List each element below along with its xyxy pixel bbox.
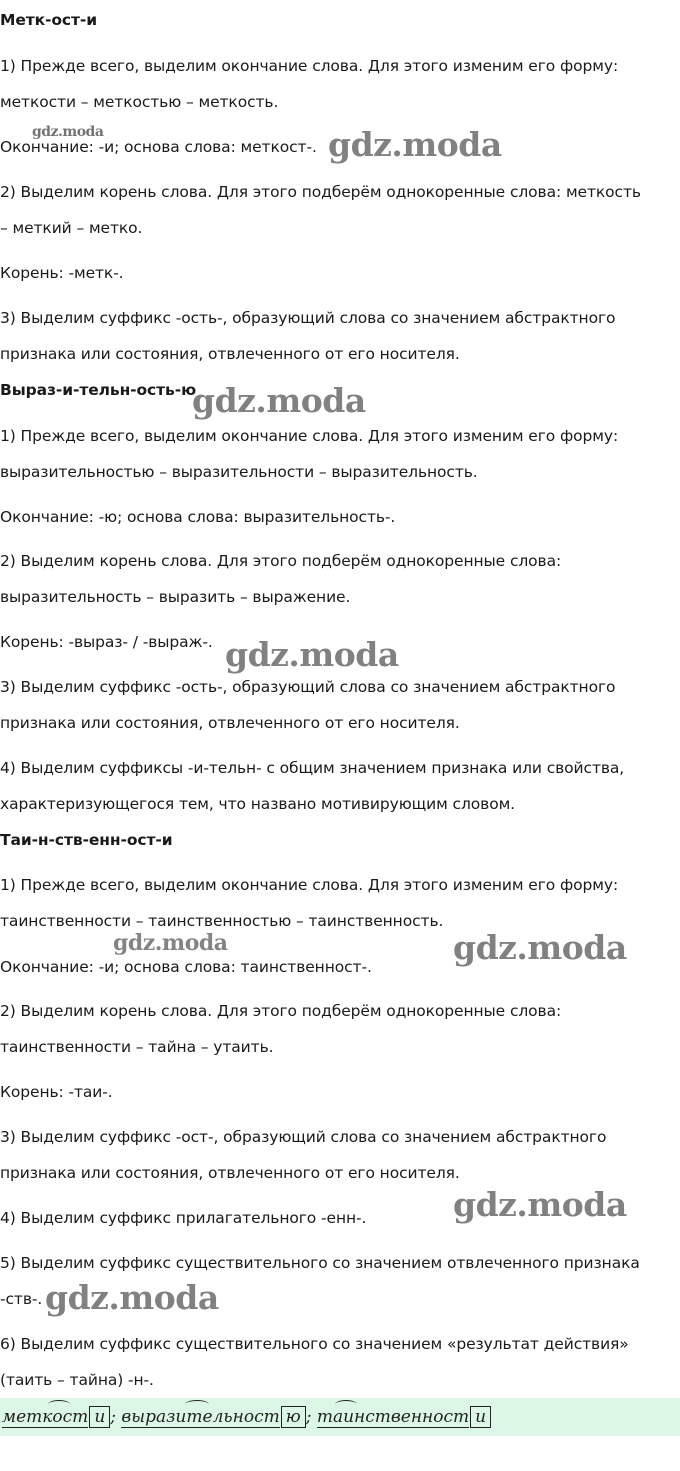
word-stem: выразительност bbox=[121, 1407, 280, 1427]
text-line: 5) Выделим суффикс существительного со значением отвлеченного признака bbox=[0, 1254, 640, 1272]
suffix-arc bbox=[335, 1400, 357, 1409]
text-line: признака или состояния, отвлеченного от его носителя. bbox=[0, 1164, 460, 1182]
suffix-arc bbox=[185, 1400, 209, 1409]
text-line: – меткий – метко. bbox=[0, 219, 143, 237]
watermark-text: gdz.moda bbox=[113, 930, 228, 956]
answer-line bbox=[2, 1406, 491, 1428]
text-line: 1) Прежде всего, выделим окончание слова. Для этого изменим его форму: bbox=[0, 427, 619, 445]
watermark-text: gdz.moda bbox=[328, 125, 502, 164]
watermark-text: gdz.moda bbox=[225, 635, 399, 674]
text-line: 1) Прежде всего, выделим окончание слова. Для этого изменим его форму: bbox=[0, 876, 619, 894]
text-line: 1) Прежде всего, выделим окончание слова. Для этого изменим его форму: bbox=[0, 57, 619, 75]
heading-word-3: Таи-н-ств-енн-ост-и bbox=[0, 831, 173, 849]
word-stem: меткост bbox=[2, 1407, 89, 1427]
heading-word-2: Выраз-и-тельн-ость-ю bbox=[0, 381, 197, 399]
answer-word bbox=[317, 1406, 491, 1428]
word-ending: и bbox=[89, 1406, 110, 1428]
watermark-text: gdz.moda bbox=[45, 1278, 219, 1317]
text-line: Корень: -выраз- / -выраж-. bbox=[0, 633, 213, 651]
text-line: признака или состояния, отвлеченного от его носителя. bbox=[0, 345, 460, 363]
answer-word bbox=[2, 1406, 110, 1428]
suffix-arc bbox=[48, 1400, 70, 1409]
text-line: 2) Выделим корень слова. Для этого подберём однокоренные слова: bbox=[0, 1002, 562, 1020]
text-line: характеризующегося тем, что названо мотивирующим словом. bbox=[0, 795, 515, 813]
text-line: 6) Выделим суффикс существительного со значением «результат действия» bbox=[0, 1335, 629, 1353]
text-line: Окончание: -ю; основа слова: выразительность-. bbox=[0, 508, 396, 526]
text-line: Окончание: -и; основа слова: таинственност-. bbox=[0, 958, 372, 976]
watermark-text: gdz.moda bbox=[32, 124, 104, 140]
watermark-text: gdz.moda bbox=[192, 381, 366, 420]
watermark-text: gdz.moda bbox=[453, 1185, 627, 1224]
separator: ; bbox=[305, 1407, 312, 1427]
text-line: меткости – меткостью – меткость. bbox=[0, 93, 279, 111]
answer-word bbox=[121, 1406, 305, 1428]
text-line: -ств-. bbox=[0, 1290, 43, 1308]
word-stem: таинственност bbox=[316, 1407, 470, 1427]
answer-block bbox=[0, 1398, 680, 1436]
heading-word-1: Метк-ост-и bbox=[0, 11, 97, 29]
text-line: Корень: -метк-. bbox=[0, 264, 124, 282]
watermark-text: gdz.moda bbox=[453, 928, 627, 967]
text-line: таинственности – таинственностью – таинственность. bbox=[0, 912, 444, 930]
word-ending: ю bbox=[281, 1406, 306, 1428]
text-line: 3) Выделим суффикс -ость-, образующий слова со значением абстрактного bbox=[0, 678, 616, 696]
word-ending: и bbox=[470, 1406, 491, 1428]
text-line: 4) Выделим суффиксы -и-тельн- с общим значением признака или свойства, bbox=[0, 759, 625, 777]
text-line: 4) Выделим суффикс прилагательного -енн-. bbox=[0, 1209, 367, 1227]
text-line: 2) Выделим корень слова. Для этого подберём однокоренные слова: меткость bbox=[0, 183, 641, 201]
text-line: 3) Выделим суффикс -ость-, образующий слова со значением абстрактного bbox=[0, 309, 616, 327]
text-line: таинственности – тайна – утаить. bbox=[0, 1038, 274, 1056]
text-line: выразительность – выразить – выражение. bbox=[0, 588, 351, 606]
text-line: 3) Выделим суффикс -ост-, образующий слова со значением абстрактного bbox=[0, 1128, 607, 1146]
text-line: 2) Выделим корень слова. Для этого подберём однокоренные слова: bbox=[0, 552, 562, 570]
text-line: Окончание: -и; основа слова: меткост-. bbox=[0, 138, 317, 156]
text-line: Корень: -таи-. bbox=[0, 1083, 113, 1101]
text-line: (таить – тайна) -н-. bbox=[0, 1371, 154, 1389]
text-line: выразительностью – выразительности – выразительность. bbox=[0, 463, 478, 481]
separator: ; bbox=[110, 1407, 116, 1427]
text-line: признака или состояния, отвлеченного от его носителя. bbox=[0, 714, 460, 732]
